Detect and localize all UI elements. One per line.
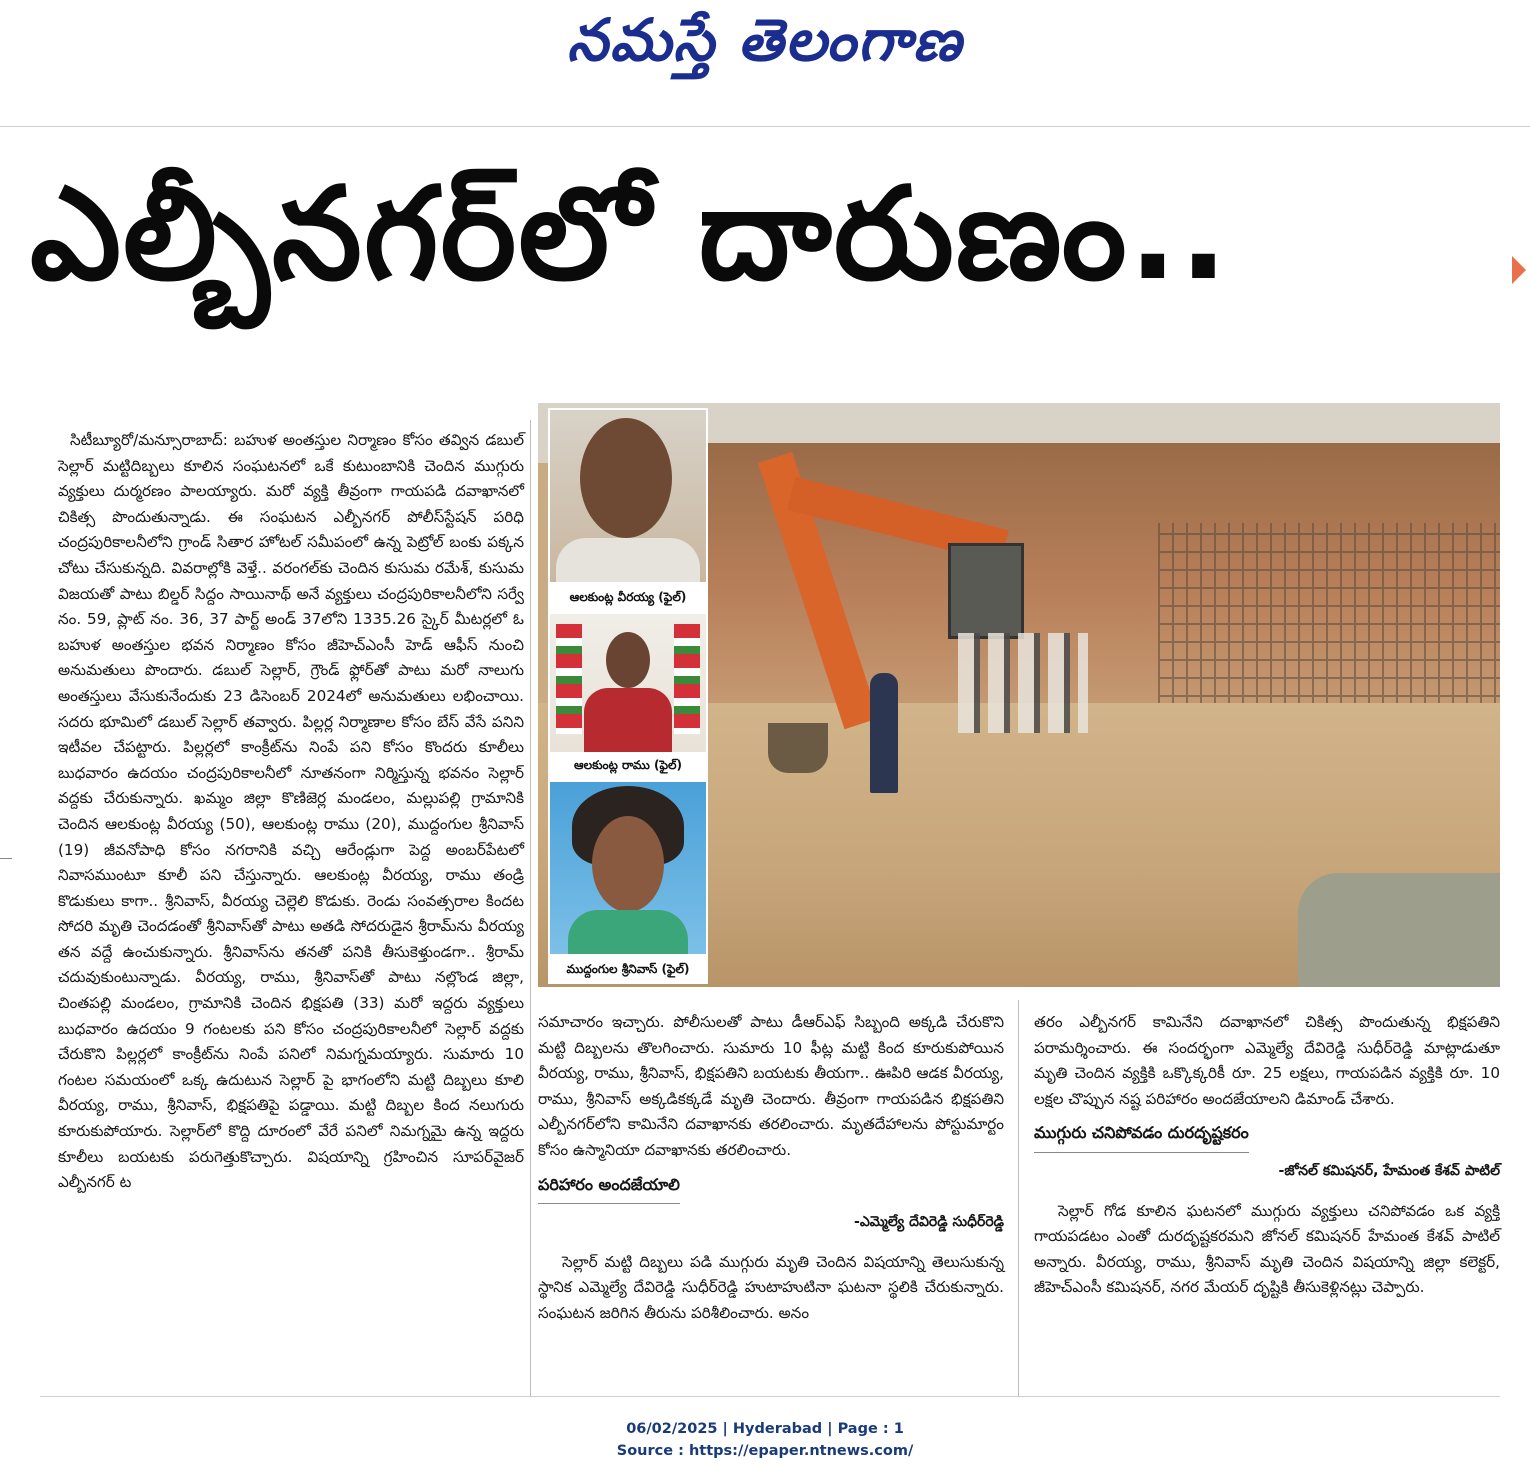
source-link[interactable]: Source : https://epaper.ntnews.com/ <box>616 1443 914 1459</box>
portrait-image <box>550 614 706 752</box>
edition-info: 06/02/2025 | Hyderabad | Page : 1 <box>626 1421 904 1437</box>
excavator-bucket <box>768 723 828 773</box>
inset-photo-veerayya <box>548 408 708 612</box>
quote-credit: -జోనల్ కమిషనర్, హేమంత కేశవ్ పాటిల్ <box>1278 1162 1500 1179</box>
article-column-3 <box>1034 1010 1500 1301</box>
newspaper-logo: నమస్తే తెలంగాణ <box>567 6 963 74</box>
rescue-worker-blue <box>870 673 898 793</box>
photo-water <box>1298 873 1500 987</box>
masthead-divider <box>0 126 1530 127</box>
quote-credit: -ఎమ్మెల్యే దేవిరెడ్డి సుధీర్‌రెడ్డి <box>854 1214 1004 1231</box>
rescue-workers <box>958 633 1088 733</box>
shirt-shape <box>568 910 688 954</box>
headline: ఎల్బీనగర్‌లో దారుణం.. <box>30 160 1230 309</box>
page-margin-tick <box>0 858 12 859</box>
article-column-2 <box>538 1010 1004 1327</box>
masthead <box>0 0 1530 100</box>
article-paragraph: సెల్లార్ మట్టి దిబ్బలు పడి ముగ్గురు మృతి చెందిన విషయాన్ని తెలుసుకున్న స్థానిక ఎమ్మెల్యే దేవిరెడ్డి సుధీర్‌రెడ్డి హుటాహుటినా ఘటనా స్థలికి చేరుకున్నారు. సంఘటన జరిగిన తీరును పరిశీలించారు. అనం <box>538 1252 1004 1322</box>
face-shape <box>580 418 672 538</box>
decoration-left <box>556 624 582 734</box>
face-shape <box>592 816 664 912</box>
article-paragraph: తరం ఎల్బీనగర్ కామినేని దవాఖానలో చికిత్స పొందుతున్న భిక్షపతిని పరామర్శించారు. ఈ సందర్భంగా ఎమ్మెల్యే దేవిరెడ్డి సుధీర్‌రెడ్డి మాట్లాడుతూ మృతి చెందిన వ్యక్తికి ఒక్కొక్కరికీ రూ. 25 లక్షలు, గాయపడిన వ్యక్తికి రూ. 10 లక్షల చొప్పున నష్ట పరిహారం అందజేయాలని డిమాండ్ చేశారు. <box>1034 1013 1500 1108</box>
page-footer <box>0 1418 1530 1462</box>
column-divider <box>1018 1000 1019 1396</box>
photo-caption: ఆలకుంట్ల రాము (ఫైల్) <box>550 752 706 778</box>
inset-photo-ramu <box>548 612 708 780</box>
subheading: ముగ్గురు చనిపోవడం దురదృష్టకరం <box>1034 1120 1249 1153</box>
article-paragraph: సిటీబ్యూరో/మన్సూరాబాద్: బహుళ అంతస్తుల నిర్మాణం కోసం తవ్విన డబుల్ సెల్లార్ మట్టిదిబ్బలు కూలిన సంఘటనలో ఒకే కుటుంబానికి చెందిన ముగ్గురు వ్యక్తులు దుర్మరణం పాలయ్యారు. మరో వ్యక్తి తీవ్రంగా గాయపడి దవాఖానలో చికిత్స పొందుతున్నాడు. ఈ సంఘటన ఎల్బీనగర్ పోలీస్‌స్టేషన్ పరిధి చంద్రపురికాలనీలోని గ్రాండ్ సితార హోటల్ సమీపంలో ఉన్న పెట్రోల్ బంకు పక్కన చోటు చేసుకున్నది. వివరాల్లోకి వెళ్తే.. వరంగల్‌కు చెందిన కుసుమ రమేశ్, కుసుమ విజయతో పాటు బిల్డర్ సిద్దం సాయినాథ్ అనే వ్యక్తులు చంద్రపురికాలనీలోని సర్వే నం. 59, ప్లాట్ నం. 36, 37 పార్ట్ అండ్ 37లోని 1335.26 స్కైర్ మీటర్లలో ఓ బహుళ అంతస్తుల భవన నిర్మాణం కోసం జీహెచ్ఎంసీ హెడ్ ఆఫీస్ నుంచి అనుమతులు పొందారు. డబుల్ సెల్లార్, గ్రౌండ్ ఫ్లోర్‌తో పాటు మరో నాలుగు అంతస్తులు వేసుకునేందుకు 23 డిసెంబర్ 2024లో అనుమతులు లభించాయి. సదరు భూమిలో డబుల్ సెల్లార్ తవ్వారు. పిల్లర్ల నిర్మాణాల కోసం బేస్ వేసే పనిని ఇటీవల చేపట్టారు. పిల్లర్లలో కాంక్రీట్‌ను నింపే పని కోసం కొందరు కూలీలు బుధవారం ఉదయం చంద్రపురికాలనీలో నూతనంగా నిర్మిస్తున్న భవనం సెల్లార్ వద్దకు చేరుకున్నారు. ఖమ్మం జిల్లా కొణిజెర్ల మండలం, మల్లుపల్లి గ్రామానికి చెందిన ఆలకుంట్ల వీరయ్య (50), ఆలకుంట్ల రాము (20), ముద్దంగుల శ్రీనివాస్ (19) జీవనోపాధి కోసం నగరానికి వచ్చి ఆరేండ్లుగా పెద్ద అంబర్‌పేటలో నివాసముంటూ కూలీ పని చేస్తున్నారు. ఆలకుంట్ల వీరయ్య, రాము తండ్రి కొడుకులు కాగా.. శ్రీనివాస్, వీరయ్య చెల్లెలి కొడుకు. రెండు సంవత్సరాల కిందట సోదరి మృతి చెందడంతో శ్రీనివాస్‌తో పాటు అతడి సోదరుడైన శ్రీరామ్‌ను వీరయ్య తన వద్దే ఉంచుకున్నారు. శ్రీనివాస్‌ను తనతో పనికి తీసుకెళ్తుండగా.. శ్రీరామ్ చదువుకుంటున్నాడు. వీరయ్య, రాము, శ్రీనివాస్‌తో పాటు నల్లొండ జిల్లా, చింతపల్లి మండలం, గ్రామానికి చెందిన భిక్షపతి (33) మరో ఇద్దరు వ్యక్తులు బుధవారం ఉదయం 9 గంటలకు పని కోసం చంద్రపురికాలనీలో సెల్లార్ వద్దకు చేరుకొని పిల్లర్లలో కాంక్రీట్‌ను నింపే పనిలో నిమగ్నమయ్యారు. సుమారు 10 గంటల సమయంలో ఒక్క ఉదుటున సెల్లార్ పై భాగంలోని మట్టి దిబ్బలు కూలి వీరయ్య, రాము, శ్రీనివాస్, భిక్షపతిపై పడ్డాయి. మట్టి దిబ్బల కింద నలుగురు కూరుకుపోయారు. సెల్లార్‌లో కొద్ది దూరంలో వేరే పనిలో నిమగ్నమై ఉన్న ఇద్దరు కూలీలు బయటకు పరుగెత్తుకొచ్చారు. విషయాన్ని గ్రహించిన సూపర్‌వైజర్ ఎల్బీనగర్ ట <box>58 431 524 1192</box>
footer-divider <box>40 1396 1500 1397</box>
excavator-cab <box>948 543 1024 639</box>
article-column-1 <box>58 428 524 1196</box>
decoration-right <box>674 624 700 734</box>
portrait-image <box>550 410 706 582</box>
shirt-shape <box>556 538 700 582</box>
photo-caption: ఆలకుంట్ల వీరయ్య (ఫైల్) <box>550 584 706 610</box>
photo-caption: ముద్దంగుల శ్రీనివాస్ (ఫైల్) <box>550 956 706 982</box>
shirt-shape <box>584 688 672 752</box>
next-page-arrow-icon[interactable] <box>1512 256 1526 284</box>
subheading: పరిహారం అందజేయాలి <box>538 1172 680 1205</box>
article-paragraph: సమాచారం ఇచ్చారు. పోలీసులతో పాటు డీఆర్ఎఫ్ సిబ్బంది అక్కడి చేరుకొని మట్టి దిబ్బలను తొలగించారు. సుమారు 10 ఫీట్ల మట్టి కింద కూరుకుపోయిన వీరయ్య, రాము, శ్రీనివాస్, భిక్షపతిని బయటకు తీయగా.. ఊపిరి ఆడక వీరయ్య, రాము, శ్రీనివాస్ అక్కడికక్కడే మృతి చెందారు. తీవ్రంగా గాయపడిన భిక్షపతిని ఎల్బీనగర్‌లోని కామినేని దవాఖానకు తరలించారు. మృతదేహాలను పోస్టుమార్టం కోసం ఉస్మానియా దవాఖానకు తరలించారు. <box>538 1013 1004 1159</box>
face-shape <box>606 632 650 688</box>
inset-photo-srinivas <box>548 780 708 984</box>
column-divider <box>530 420 531 1396</box>
portrait-image <box>550 782 706 954</box>
article-paragraph: సెల్లార్ గోడ కూలిన ఘటనలో ముగ్గురు వ్యక్తులు చనిపోవడం ఒక వ్యక్తి గాయపడటం ఎంతో దురదృష్టకరమని జోనల్ కమిషనర్ హేమంత కేశవ్ పాటిల్ అన్నారు. వీరయ్య, రాము, శ్రీనివాస్ మృతి చెందిన విషయాన్ని జిల్లా కలెక్టర్, జీహెచ్ఎంసీ కమిషనర్, నగర మేయర్ దృష్టికి తీసుకెళ్లినట్లు చెప్పారు. <box>1034 1201 1500 1297</box>
